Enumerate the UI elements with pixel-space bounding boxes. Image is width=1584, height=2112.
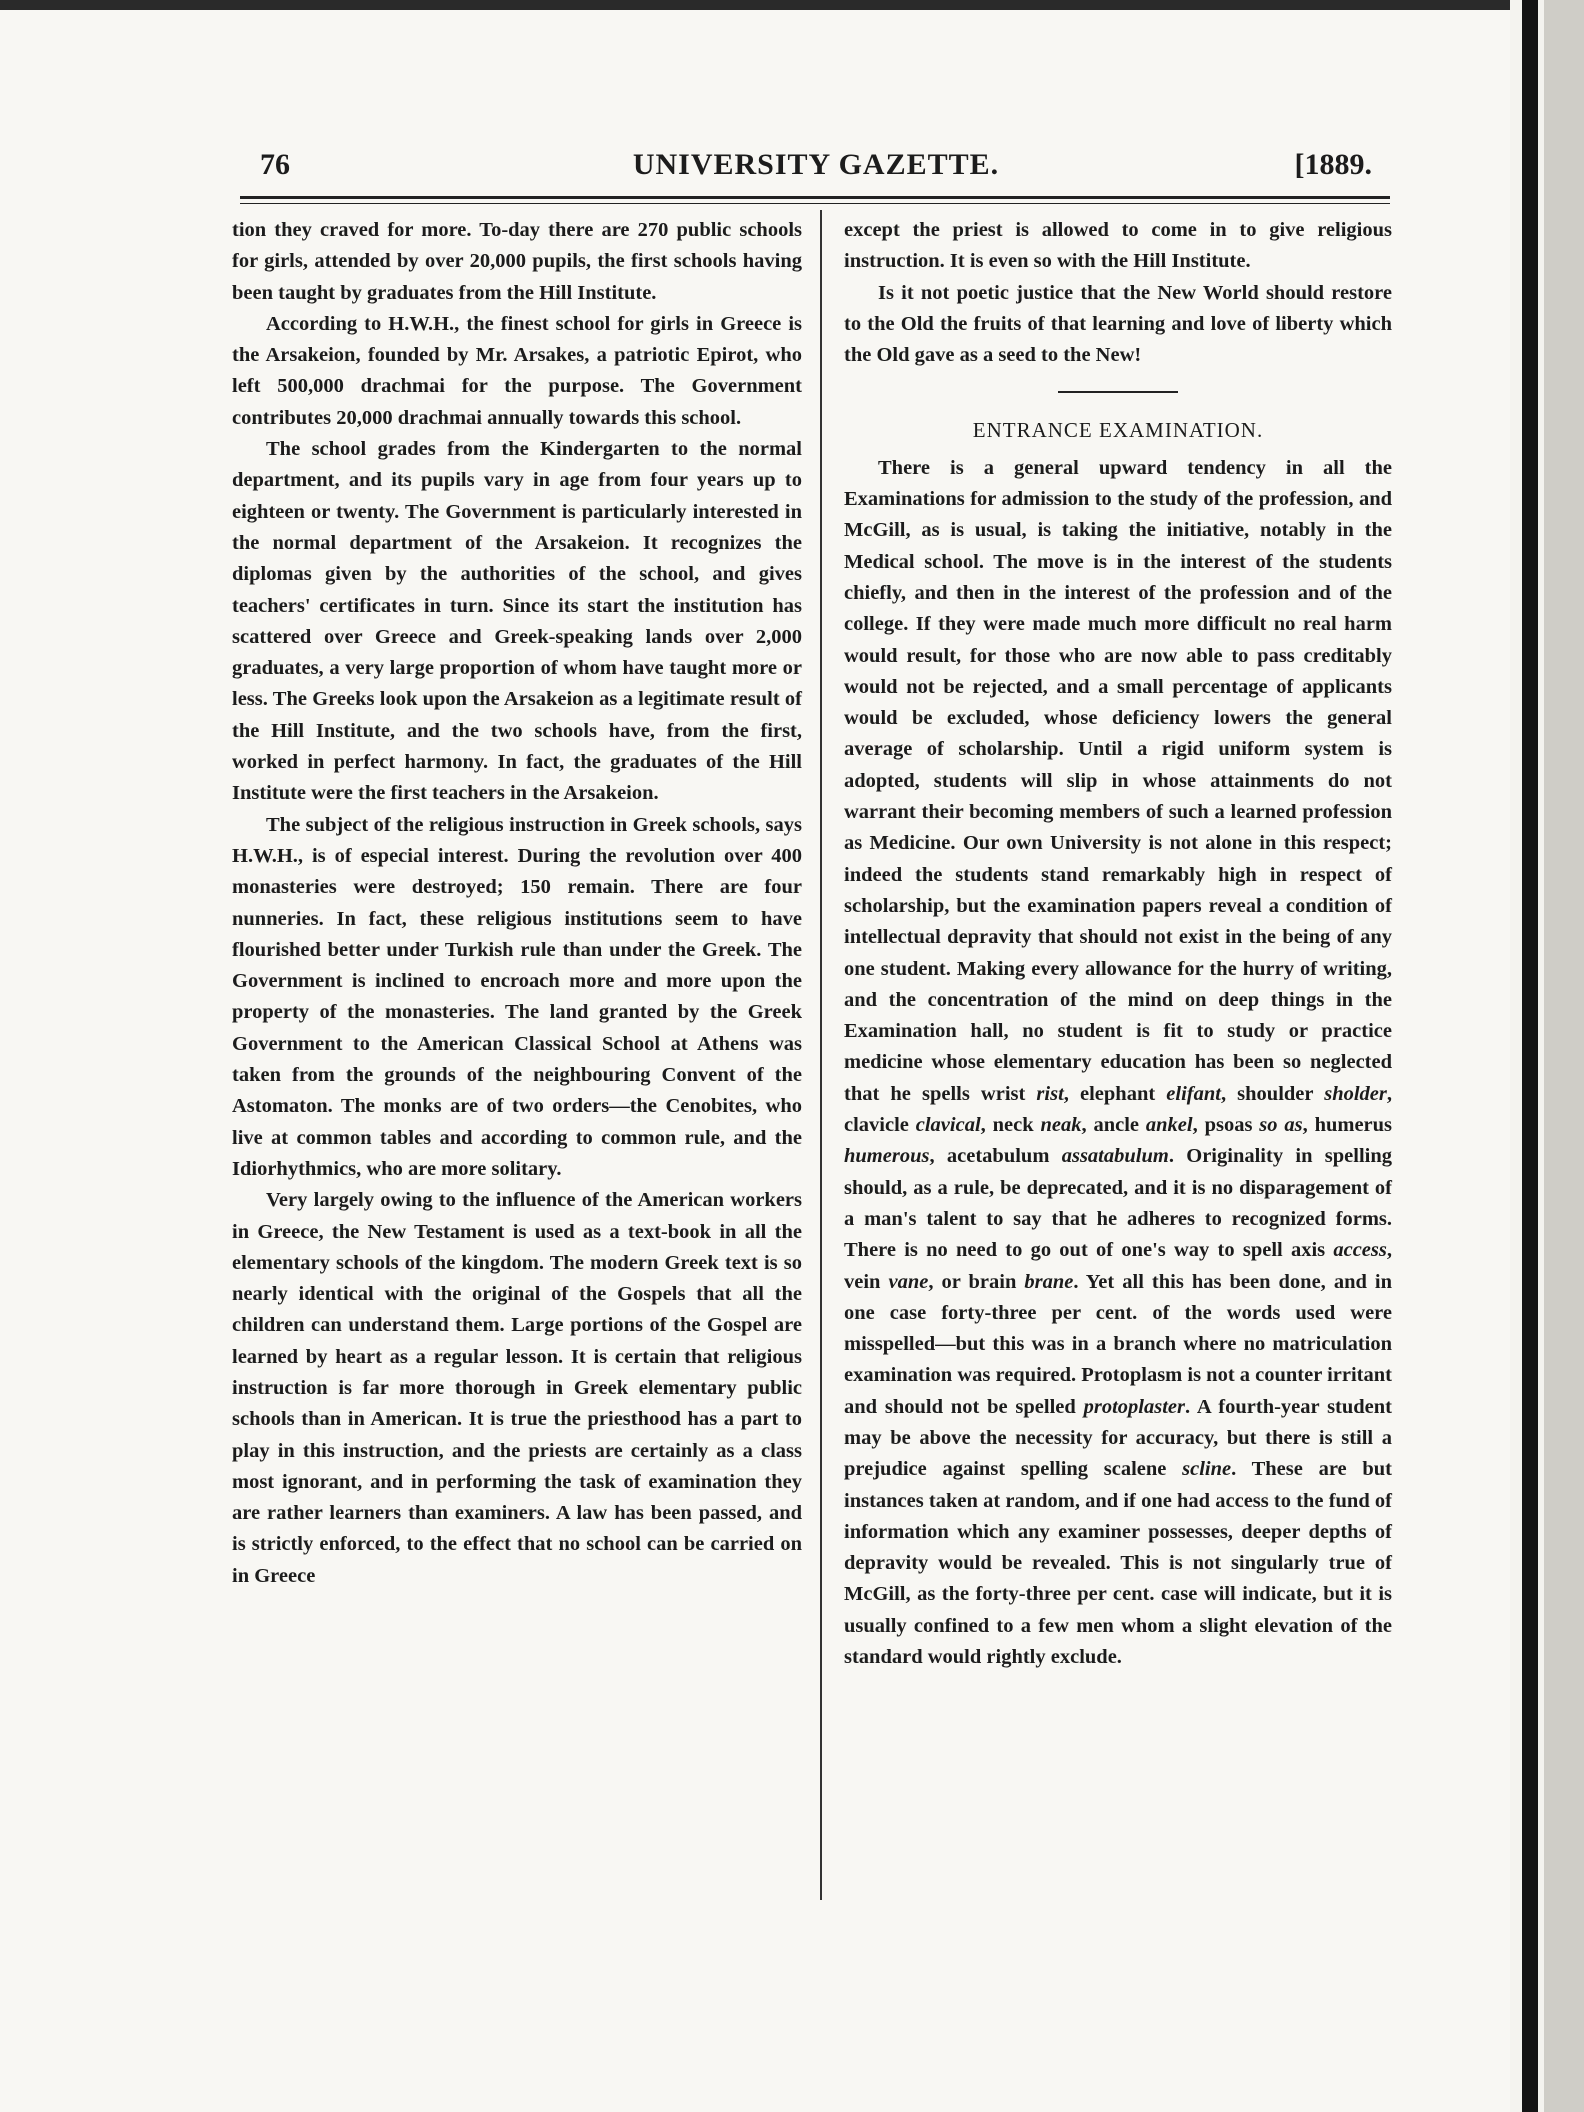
misspelled-word: rist	[1036, 1082, 1064, 1105]
text-run: neck	[992, 1114, 1034, 1137]
text-run: ancle	[1093, 1114, 1140, 1137]
text-run: A fourth-year student may be above the necessity for accuracy, but there is still a prejudice against spelling scalene	[844, 1395, 1393, 1481]
paragraph: Is it not poetic justice that the New World should restore to the Old the fruits of that learning and love of liberty which the Old gave as a seed to the New!	[844, 281, 1392, 367]
text-run: acetabulum	[946, 1145, 1050, 1168]
misspelled-word: humerous	[844, 1145, 930, 1168]
text-run: or brain	[941, 1270, 1017, 1293]
page-header	[260, 148, 1372, 194]
text-run: shoulder	[1237, 1082, 1314, 1105]
misspelled-word: protoplaster	[1083, 1395, 1185, 1418]
page-number: 76	[260, 148, 290, 181]
header-rule-thick	[240, 196, 1390, 199]
text-run: clavicle	[844, 1114, 909, 1137]
paragraph: tion they craved for more. To-day there are 270 public schools for girls, attended by over 20,000 pupils, the first schools having been taught by graduates from the Hill Institute.	[232, 219, 802, 304]
misspelled-word: vane	[888, 1270, 929, 1293]
paragraph: Very largely owing to the influence of the American workers in Greece, the New Testament is used as a text-book in all the elementary schools of the kingdom. The modern Greek text is so nearly identical with the original of the Gospels that all the children can understand them. Large portions of the Gospel are learned by heart as a regular lesson. It is certain that religious instruction is far more thorough in Greek elementary public schools than in American. It is true the priesthood has a part to play in this instruction, and the priests are certainly as a class most ignorant, and in performing the task of examination they are rather learners than examiners. A law has been passed, and is strictly enforced, to the effect that no school can be carried on in Greece	[232, 1189, 802, 1587]
text-run: Yet all this has been done, and in one case forty-three per cent. of the words used were misspelled—but this was in a branch where no matriculation examination was required. Protoplasm is not a counter irritant and should not be spelled	[844, 1270, 1393, 1418]
next-page-edge	[1544, 0, 1584, 2112]
text-run: vein	[844, 1270, 881, 1293]
section-heading: ENTRANCE EXAMINATION.	[972, 418, 1264, 443]
misspelled-word: clavical	[915, 1114, 981, 1137]
misspelled-word: scline	[1182, 1458, 1232, 1481]
text-run: There is a general upward tendency in all the Examinations for admission to the study of the profession, and McGill, as is usual, is taking the initiative, notably in the Medical school. The move is in the interest of the students chiefly, and then in the interest of the profession and of the college. If they were made much more difficult no real harm would result, for those who are now able to pass creditably would not be rejected, and a small percentage of applicants would be excluded, whose deficiency lowers the general average of scholarship. Until a rigid uniform system is adopted, students will slip in whose attainments do not warrant their becoming members of such a learned profession as Medicine. Our own University is not alone in this respect; indeed the students stand remarkably high in respect of scholarship, but the examination papers reveal a condition of intellectual depravity that should not exist in the being of any one student. Making every allowance for the hurry of writing, and the concentration of the mind on deep things in the Examination hall, no student is fit to study or practice medicine whose elementary education has been so neglected that he spells wrist	[844, 456, 1392, 1105]
left-column	[232, 215, 802, 1592]
misspelled-word: ankel	[1145, 1114, 1193, 1137]
misspelled-word: so as	[1259, 1114, 1303, 1137]
text-run: Originality in spelling should, as a rule, be deprecated, and it is no disparagement of a man's talent to say that he adheres to recognized forms. There is no need to go out of one's way to spell axis	[844, 1145, 1393, 1262]
scan-right-edge	[1510, 0, 1584, 2112]
misspelled-word: neak	[1040, 1114, 1082, 1137]
section-separator	[1058, 391, 1178, 393]
header-rule-thin	[240, 203, 1390, 204]
scan-top-edge	[0, 0, 1584, 10]
column-divider	[820, 210, 822, 1900]
text-run: psoas	[1204, 1114, 1253, 1137]
misspelled-word: access	[1333, 1239, 1387, 1262]
binding-shadow	[1522, 0, 1538, 2112]
page-year: [1889.	[1294, 148, 1372, 181]
right-column	[844, 215, 1392, 1673]
paragraph: except the priest is allowed to come in to give religious instruction. It is even so with the Hill Institute.	[844, 219, 1392, 273]
misspelled-word: brane	[1024, 1270, 1074, 1293]
misspelled-word: sholder	[1324, 1082, 1387, 1105]
misspelled-word: elifant	[1166, 1082, 1221, 1105]
paragraph: According to H.W.H., the finest school for girls in Greece is the Arsakeion, founded by Mr. Arsakes, a patriotic Epirot, who left 500,000 drachmai for the purpose. The Government contributes 20,000 drachmai annually towards this school.	[232, 312, 802, 429]
paragraph: There is a general upward tendency in all the Examinations for admission to the study of the profession, and McGill, as is usual, is taking the initiative, notably in the Medical school. The move is in the interest of the students chiefly, and then in the interest of the profession and of the college. If they were made much more difficult no real harm would result, for those who are now able to pass creditably would not be rejected, and a small percentage of applicants would be excluded, whose deficiency lowers the general average of scholarship. Until a rigid uniform system is adopted, students will slip in whose attainments do not warrant their becoming members of such a learned profession as Medicine. Our own University is not alone in this respect; indeed the students stand remarkably high in respect of scholarship, but the examination papers reveal a condition of intellectual depravity that should not exist in the being of any one student. Making every allowance for the hurry of writing, and the concentration of the mind on deep things in the Examination hall, no student is fit to study or practice medicine whose elementary education has been so neglected that he spells wrist rist, elephant elifant, shoulder sholder, clavicle clavical, neck neak, ancle ankel, psoas so as, humerus humerous, acetabulum assatabulum. Originality in spelling should, as a rule, be deprecated, and it is no disparagement of a man's talent to say that he adheres to recognized forms. There is no need to go out of one's way to spell axis access, vein vane, or brain brane. Yet all this has been done, and in one case forty-three per cent. of the words used were misspelled—but this was in a branch where no matriculation examination was required. Protoplasm is not a counter irritant and should not be spelled protoplaster. A fourth-year student may be above the necessity for accuracy, but there is still a prejudice against spelling scalene scline. These are but instances taken at random, and if one had access to the fund of information which any examiner possesses, deeper depths of depravity would be revealed. This is not singularly true of McGill, as the forty-three per cent. case will indicate, but it is usually confined to a few men whom a slight elevation of the standard would rightly exclude.	[844, 456, 1393, 1669]
paragraph: The subject of the religious instruction in Greek schools, says H.W.H., is of especial interest. During the revolution over 400 monasteries were destroyed; 150 remain. There are four nunneries. In fact, these religious institutions seem to have flourished better under Turkish rule than under the Greek. The Government is inclined to encroach more and more upon the property of the monasteries. The land granted by the Greek Government to the American Classical School at Athens was taken from the grounds of the neighbouring Convent of the Astomaton. The monks are of two orders—the Cenobites, who live at common tables and according to common rule, and the Idiorhythmics, who are more solitary.	[232, 813, 802, 1180]
misspelled-word: assatabulum	[1061, 1145, 1169, 1168]
paragraph: The school grades from the Kindergarten to the normal department, and its pupils vary in age from four years up to eighteen or twenty. The Government is particularly interested in the normal department of the Arsakeion. It recognizes the diplomas given by the authorities of the school, and gives teachers' certificates in turn. Since its start the institution has scattered over Greece and Greek-speaking lands over 2,000 graduates, a very large proportion of whom have taught more or less. The Greeks look upon the Arsakeion as a legitimate result of the Hill Institute, and the two schools have, from the first, worked in perfect harmony. In fact, the graduates of the Hill Institute were the first teachers in the Arsakeion.	[232, 438, 802, 805]
text-run: elephant	[1080, 1082, 1156, 1105]
text-run: humerus	[1314, 1114, 1393, 1137]
text-run: These are but instances taken at random, and if one had access to the fund of information which any examiner possesses, deeper depths of depravity would be revealed. This is not singularly true of McGill, as the forty-three per cent. case will indicate, but it is usually confined to a few men whom a slight elevation of the standard would rightly exclude.	[844, 1458, 1392, 1669]
page-title: UNIVERSITY GAZETTE.	[632, 148, 1000, 181]
